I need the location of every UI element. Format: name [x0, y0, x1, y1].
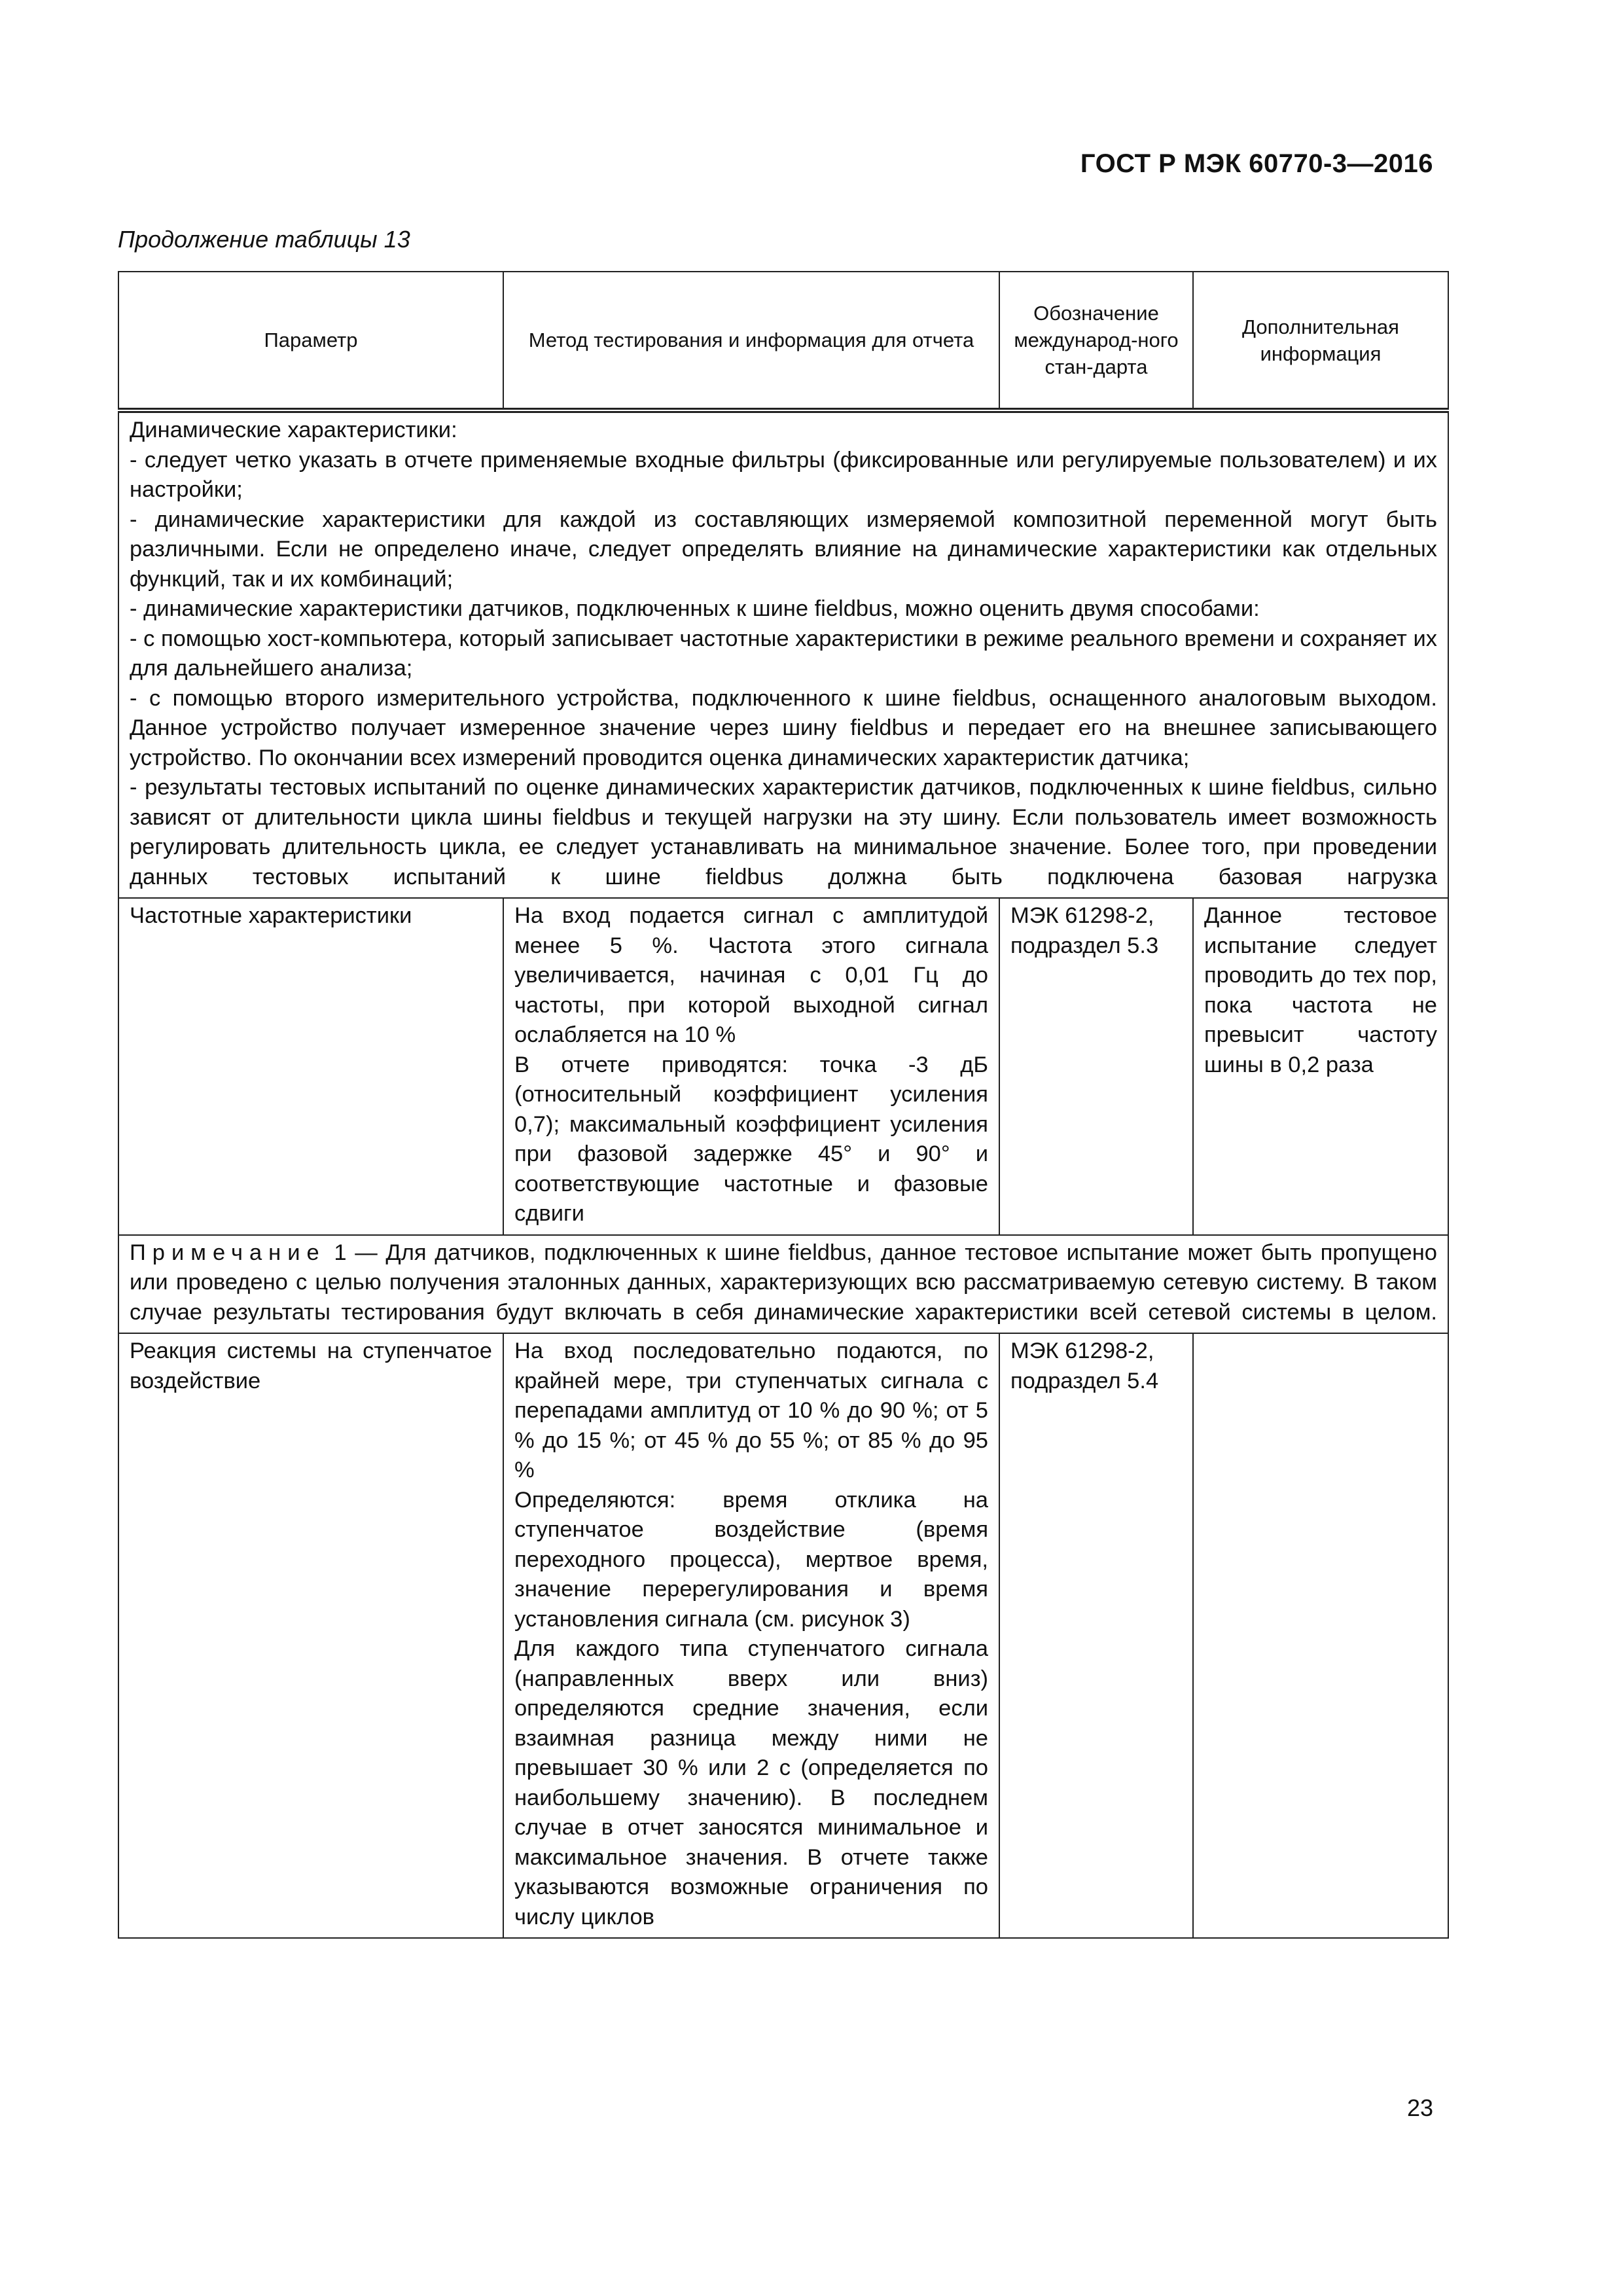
table-header-row [118, 272, 1448, 410]
step-param-cell: Реакция системы на ступенчатое воздействие [118, 1333, 503, 1938]
note-cell [118, 1235, 1448, 1334]
dynamic-line: - результаты тестовых испытаний по оценке динамических характеристик датчиков, подключенных к шине fieldbus, сильно зависят от длительности цикла шины fieldbus и текущей нагрузки на эту шину. Если пользователь имеет возможность регулировать длительность цикла, ее следует устанавливать на минимальное значение. Более того, при проведении данных тестовых испытаний к шине fieldbus должна быть подключена базовая нагрузка [130, 775, 1437, 889]
dynamic-line: Динамические характеристики: [130, 418, 457, 442]
note-row [118, 1235, 1448, 1334]
frequency-standard-cell: МЭК 61298-2, подраздел 5.3 [999, 898, 1193, 1235]
step-method-para: На вход последовательно подаются, по крайней мере, три ступенчатых сигнала с перепадами амплитуд от 10 % до 90 %; от 5 % до 15 %; от 45 % до 55 %; от 85 % до 95 % [514, 1338, 988, 1482]
note-paragraph [130, 1238, 1437, 1328]
frequency-method-para: На вход подается сигнал с амплитудой менее 5 %. Частота этого сигнала увеличивается, начиная с 0,01 Гц до частоты, при которой выходной сигнал ослабляется на 10 % [514, 903, 988, 1047]
col-header-standard: Обозначение международ-ного стан-дарта [999, 272, 1193, 410]
col-header-method: Метод тестирования и информация для отчета [503, 272, 999, 410]
col-header-parameter: Параметр [118, 272, 503, 410]
col-header-additional: Дополнительная информация [1193, 272, 1448, 410]
dynamic-line: - динамические характеристики для каждой из составляющих измеряемой композитной переменной могут быть различными. Если не определено иначе, следует определять влияние на динамические характеристики как отдельных функций, так и их комбинаций; [130, 507, 1437, 592]
frequency-extra-cell: Данное тестовое испытание следует проводить до тех пор, пока частота не превысит частоту шины в 0,2 раза [1193, 898, 1448, 1235]
dynamic-characteristics-row [118, 410, 1448, 898]
step-extra-cell [1193, 1333, 1448, 1938]
page-number: 23 [1406, 2094, 1433, 2121]
step-method-cell [503, 1333, 999, 1938]
step-method-para: Определяются: время отклика на ступенчатое воздействие (время переходного процесса), мертвое время, значение перерегулирования и время установления сигнала (см. рисунок 3) [514, 1487, 988, 1632]
dynamic-line: - следует четко указать в отчете применяемые входные фильтры (фиксированные или регулируемые пользователем) и их настройки; [130, 447, 1437, 502]
dynamic-line: - динамические характеристики датчиков, подключенных к шине fieldbus, можно оценить двумя способами: [130, 596, 1260, 621]
dynamic-line: - с помощью второго измерительного устройства, подключенного к шине fieldbus, оснащенного аналоговым выходом. Данное устройство получает измеренное значение через шину fieldbus и передает его на внешнее записывающего устройство. По окончании всех измерений проводится оценка динамических характеристик датчика; [130, 685, 1437, 770]
table-continuation-caption: Продолжение таблицы 13 [118, 226, 410, 253]
step-response-row [118, 1333, 1448, 1938]
spec-table [118, 271, 1449, 1939]
dynamic-line: - с помощью хост-компьютера, который записывает частотные характеристики в режиме реального времени и сохраняет их для дальнейшего анализа; [130, 626, 1437, 681]
note-text: 1 — Для датчиков, подключенных к шине fieldbus, данное тестовое испытание может быть пропущено или проведено с целью получения эталонных данных, характеризующих всю рассматриваемую сетевую систему. В таком случае результаты тестирования будут включать в себя динамические характеристики всей сетевой системы в целом. [130, 1240, 1437, 1325]
dynamic-characteristics-cell [118, 410, 1448, 898]
step-method-para: Для каждого типа ступенчатого сигнала (направленных вверх или вниз) определяются средние значения, если взаимная разница между ними не превышает 30 % или 2 с (определяется по наибольшему значению). В последнем случае в отчет заносятся минимальное и максимальное значения. В отчете также указываются возможные ограничения по числу циклов [514, 1636, 988, 1929]
step-standard-cell: МЭК 61298-2, подраздел 5.4 [999, 1333, 1193, 1938]
frequency-method-cell [503, 898, 999, 1235]
frequency-row [118, 898, 1448, 1235]
note-label: Примечание [130, 1240, 326, 1265]
frequency-method-para: В отчете приводятся: точка -3 дБ (относительный коэффициент усиления 0,7); максимальный коэффициент усиления при фазовой задержке 45° и 90° и соответствующие частотные и фазовые сдвиги [514, 1052, 988, 1226]
document-code: ГОСТ Р МЭК 60770-3—2016 [1080, 149, 1433, 178]
frequency-param-cell: Частотные характеристики [118, 898, 503, 1235]
